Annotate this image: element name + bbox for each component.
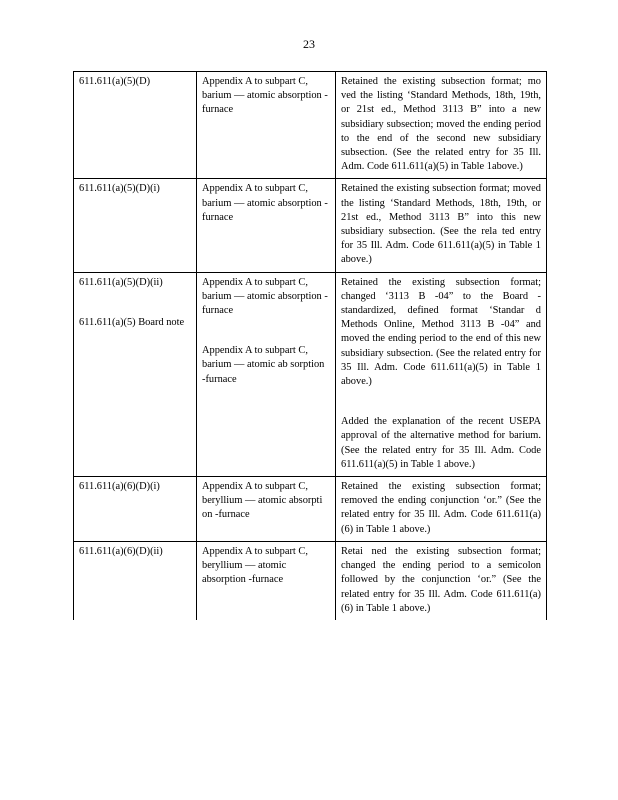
table-row: [74, 477, 547, 542]
table-row: [74, 72, 547, 179]
section-cell: [74, 541, 197, 620]
table-row: [74, 272, 547, 476]
description-text: Added the explanation of the recent USEPA approval of the alternative method for barium. (See the related entry for 35 Ill. Adm. Code 611.611(a)(5) in Table 1 above.): [341, 416, 541, 470]
table-row: [74, 179, 547, 272]
source-cell: [197, 179, 336, 272]
description-cell: [336, 541, 547, 620]
table-row: [74, 541, 547, 620]
description-text: Retained the existing subsection format; changed ‘3113 B -04” to the Board -standardized, defined format ‘Standar d Methods Online, Method 3113 B -04” and moved the ending period to the end of this new subsidiary subsection. (See the related entry for 35 Ill. Adm. Code 611.611(a)(5) in Table 1 above.): [341, 276, 541, 388]
page-number: 23: [303, 37, 315, 51]
section-text: 611.611(a)(6)(D)(i): [79, 481, 160, 493]
source-cell: [197, 541, 336, 620]
source-text: Appendix A to subpart C, barium — atomic ab sorption -furnace: [202, 345, 325, 385]
section-text: 611.611(a)(5) Board note: [79, 316, 185, 328]
description-text: Retained the existing subsection format; moved the listing ‘Standard Methods, 18th, 19th, or 21st ed., Method 3113 B” into this new subsidiary subsection. (See the rela ted entry for 35 Ill. Adm. Code 611.611(a)(5) in Table 1 above.): [341, 183, 541, 266]
section-cell: [74, 72, 197, 179]
source-text: Appendix A to subpart C, barium — atomic absorption -furnace: [202, 76, 328, 116]
source-text: Appendix A to subpart C, beryllium — atomic absorption -furnace: [202, 545, 308, 586]
source-text: Appendix A to subpart C, beryllium — atomic absorpti on -furnace: [202, 481, 323, 521]
section-text: 611.611(a)(5)(D): [79, 76, 151, 87]
description-cell: [336, 477, 547, 542]
section-cell: [74, 272, 197, 476]
source-text: Appendix A to subpart C, barium — atomic absorption -furnace: [202, 276, 328, 317]
section-cell: [74, 477, 197, 542]
description-cell: [336, 72, 547, 179]
section-text: 611.611(a)(6)(D)(ii): [79, 545, 163, 557]
source-cell: [197, 272, 336, 476]
description-text: Retai ned the existing subsection format; changed the ending period to a semicolon followed by the conjunction ‘or.” (See the related entry for 35 Ill. Adm. Code 611.611(a)(6) in Table 1 above.): [341, 545, 541, 614]
description-text: Retained the existing subsection format; removed the ending conjunction ‘or.” (See the related entry for 35 Ill. Adm. Code 611.611(a)(6) in Table 1 above.): [341, 481, 541, 535]
section-text: 611.611(a)(5)(D)(i): [79, 183, 160, 195]
description-cell: [336, 179, 547, 272]
source-cell: [197, 477, 336, 542]
section-text: 611.611(a)(5)(D)(ii): [79, 276, 163, 288]
description-cell: [336, 272, 547, 476]
source-text: Appendix A to subpart C, barium — atomic absorption -furnace: [202, 183, 328, 223]
source-cell: [197, 72, 336, 179]
description-text: Retained the existing subsection format; mo ved the listing ‘Standard Methods, 18th, 19th, or 21st ed., Method 3113 B” into a new subsidiary subsection; moved the ending period to the end of the second new subsidiary subsection. (See the related entry for 35 Ill. Adm. Code 611.611(a)(5) in Table 1above.): [341, 76, 541, 173]
section-cell: [74, 179, 197, 272]
amendments-table: [73, 71, 547, 620]
